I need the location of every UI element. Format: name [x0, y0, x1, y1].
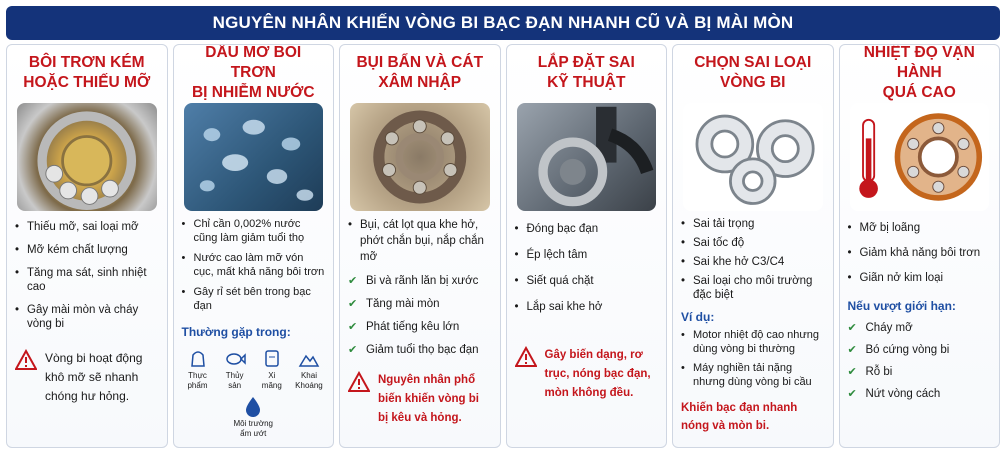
column-wrong-type: [672, 44, 834, 448]
warning-icon: [348, 371, 370, 393]
example-list: [681, 328, 825, 389]
red-note: Khiến bạc đạn nhanh nóng và mòn bi.: [681, 402, 798, 432]
title-line-2: XÂM NHẬP: [378, 74, 462, 91]
cause-list: [15, 220, 159, 331]
cause-list: [681, 217, 825, 302]
title-line-2: KỸ THUẬT: [547, 74, 626, 91]
list-item: • Motor nhiệt độ cao nhưng dùng vòng bi thường: [681, 328, 825, 356]
list-item: • Lắp sai khe hở: [515, 300, 659, 314]
industry-label: Khai Khoáng: [295, 371, 323, 390]
title-line-2: VÒNG BI: [720, 74, 786, 91]
warning-text: Vòng bi hoạt động khô mỡ sẽ nhanh chóng hư hỏng.: [45, 351, 143, 403]
cause-columns: [6, 44, 1000, 448]
industry-food: [184, 347, 212, 391]
list-item: • Tăng ma sát, sinh nhiệt cao: [15, 266, 159, 294]
column-title: [681, 51, 825, 95]
limit-title: Nếu vượt giới hạn:: [847, 299, 956, 313]
fish-icon: [224, 347, 246, 369]
industry-label: Thủy sản: [225, 371, 244, 390]
list-item: • Giãn nở kim loại: [848, 271, 992, 285]
dry-bearing-image: [17, 103, 157, 211]
food-icon: [187, 347, 209, 369]
industry-label: Thực phẩm: [187, 371, 208, 390]
list-item: • Gây rỉ sét bên trong bạc đạn: [182, 285, 326, 313]
cause-list: [515, 222, 659, 314]
list-item: • Bụi, cát lọt qua khe hở, phớt chắn bụi, nắp chắn mỡ: [348, 217, 492, 265]
title-line-2: HOẶC THIẾU MỠ: [23, 74, 151, 91]
warning-box: [348, 371, 492, 428]
list-item: • Đóng bạc đạn: [515, 222, 659, 236]
check-item: ✔ Bi và rãnh lăn bị xước: [348, 274, 492, 288]
column-title: [15, 51, 159, 95]
title-line-1: LẮP ĐẶT SAI: [537, 54, 635, 71]
title-line-1: BÔI TRƠN KÉM: [28, 54, 145, 71]
list-item: • Máy nghiền tải nặng nhưng dùng vòng bi cầu: [681, 361, 825, 389]
common-title: Thường gặp trong:: [181, 325, 291, 339]
column-title: [848, 44, 992, 101]
check-item: ✔ Bó cứng vòng bi: [848, 343, 992, 357]
check-item: ✔ Nứt vòng cách: [848, 387, 992, 401]
hot-bearing-image: [850, 103, 990, 211]
title-line-1: NHIỆT ĐỘ VẬN HÀNH: [863, 44, 975, 81]
list-item: • Sai loại cho môi trường đặc biệt: [681, 274, 825, 302]
industry-cement: [258, 347, 286, 391]
industry-label: Môi trường ẩm ướt: [233, 419, 273, 438]
column-title: [348, 51, 492, 95]
column-high-temperature: [839, 44, 1001, 448]
droplets-illustration: [184, 103, 324, 211]
cement-bag-icon: [261, 347, 283, 369]
industry-seafood: [221, 347, 249, 391]
limit-list: [848, 321, 992, 401]
water-droplets-image: [184, 103, 324, 211]
list-item: • Sai khe hở C3/C4: [681, 255, 825, 269]
bearings-illustration: [683, 103, 823, 211]
cause-list: [848, 221, 992, 285]
banner-title: NGUYÊN NHÂN KHIẾN VÒNG BI BẠC ĐẠN NHANH CŨ VÀ BỊ MÀI MÒN: [6, 6, 1000, 40]
title-line-1: BỤI BẨN VÀ CÁT: [356, 54, 484, 71]
warning-text: Gây biến dạng, rơ trục, nóng bạc đạn, mòn không đều.: [544, 349, 651, 399]
check-item: ✔ Cháy mỡ: [848, 321, 992, 335]
warning-icon: [515, 346, 537, 368]
cause-list: [348, 217, 492, 265]
list-item: • Nước cao làm mỡ vón cục, mất khả năng bôi trơn: [182, 251, 326, 279]
title-line-2: QUÁ CAO: [882, 84, 956, 101]
check-item: ✔ Phát tiếng kêu lớn: [348, 320, 492, 334]
bearing-illustration: [17, 103, 157, 211]
column-installation: [506, 44, 668, 448]
mining-icon: [298, 347, 320, 369]
example-title: Ví dụ:: [681, 310, 715, 324]
installation-illustration: [517, 103, 657, 211]
title-line-1: CHỌN SAI LOẠI: [694, 54, 812, 71]
list-item: • Thiếu mỡ, sai loại mỡ: [15, 220, 159, 234]
check-item: ✔ Giảm tuổi thọ bạc đạn: [348, 343, 492, 357]
column-title: [182, 44, 326, 101]
industry-humid: [228, 395, 278, 439]
common-industries: [182, 347, 326, 391]
sandy-bearing-image: [350, 103, 490, 211]
check-item: ✔ Rỗ bi: [848, 365, 992, 379]
effect-list: [348, 274, 492, 357]
water-drop-icon: [243, 395, 263, 417]
list-item: • Chỉ cần 0,002% nước cũng làm giảm tuổi thọ: [182, 217, 326, 245]
title-line-2: BỊ NHIỄM NƯỚC: [191, 84, 315, 101]
column-title: [515, 51, 659, 95]
list-item: • Sai tải trọng: [681, 217, 825, 231]
warning-icon: [15, 349, 37, 371]
list-item: • Gây mài mòn và cháy vòng bi: [15, 303, 159, 331]
list-item: • Mỡ bị loãng: [848, 221, 992, 235]
industry-label: Xi măng: [261, 371, 282, 390]
warning-text: Nguyên nhân phổ biến khiến vòng bi bị kêu và hỏng.: [378, 374, 479, 424]
list-item: • Sai tốc độ: [681, 236, 825, 250]
warning-box: [15, 349, 159, 406]
bearings-image: [683, 103, 823, 211]
column-lubrication: [6, 44, 168, 448]
list-item: • Giảm khả năng bôi trơn: [848, 246, 992, 260]
title-line-1: DẦU MỠ BÔI TRƠN: [205, 44, 302, 81]
installation-image: [517, 103, 657, 211]
column-dust-sand: [339, 44, 501, 448]
hot-bearing-illustration: [850, 103, 990, 211]
bearing-illustration: [350, 103, 490, 211]
cause-list: [182, 217, 326, 313]
list-item: • Siết quá chặt: [515, 274, 659, 288]
list-item: • Mỡ kém chất lượng: [15, 243, 159, 257]
column-water-contamination: [173, 44, 335, 448]
warning-box: [515, 346, 659, 403]
industry-mining: [295, 347, 323, 391]
list-item: • Ép lệch tâm: [515, 248, 659, 262]
check-item: ✔ Tăng mài mòn: [348, 297, 492, 311]
